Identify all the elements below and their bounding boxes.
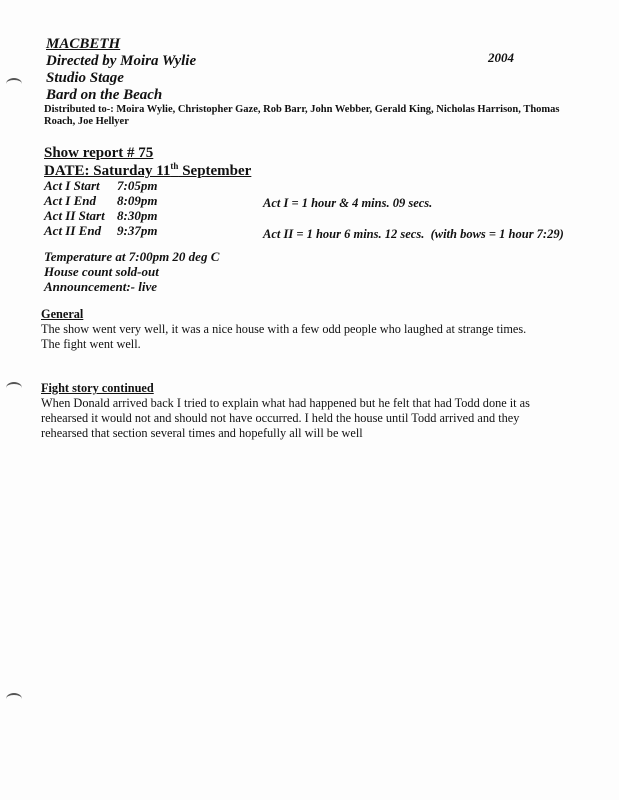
time-label: Act I End	[44, 193, 97, 208]
punch-hole-mark	[6, 693, 22, 705]
time-label: Act I Start	[44, 178, 100, 193]
time-value: 8:30pm	[117, 208, 158, 223]
general-heading: General	[41, 307, 84, 321]
time-label: Act II Start	[44, 208, 105, 223]
punch-hole-mark	[6, 78, 22, 90]
punch-hole-mark	[6, 382, 22, 394]
report-title: Show report # 75	[44, 145, 154, 161]
distribution-list: Distributed to-: Moira Wylie, Christopher Gaze, Rob Barr, John Webber, Gerald King, Nicholas Harrison, Thomas	[44, 104, 560, 115]
time-value: 9:37pm	[117, 223, 158, 238]
time-label: Act II End	[44, 223, 102, 238]
announcement: Announcement:- live	[44, 279, 158, 294]
fight-line: rehearsed it would not and should not have occurred. I held the house until Todd arrived and they	[41, 411, 520, 425]
temperature: Temperature at 7:00pm 20 deg C	[44, 249, 220, 264]
general-line: The fight went well.	[41, 337, 141, 351]
fight-line: When Donald arrived back I tried to explain what had happened but he felt that had Todd done it as	[41, 396, 530, 410]
time-value: 7:05pm	[117, 178, 158, 193]
act1-duration: Act I = 1 hour & 4 mins. 09 secs.	[263, 196, 433, 210]
house-count: House count sold-out	[44, 264, 159, 279]
time-value: 8:09pm	[117, 193, 158, 208]
play-title: MACBETH	[46, 36, 121, 52]
year: 2004	[488, 50, 514, 65]
report-date: DATE: Saturday 11th September	[44, 161, 252, 179]
general-line: The show went very well, it was a nice house with a few odd people who laughed at strange times.	[41, 322, 527, 336]
act2-duration: Act II = 1 hour 6 mins. 12 secs. (with bows = 1 hour 7:29)	[263, 227, 564, 241]
company: Bard on the Beach	[46, 87, 163, 103]
distribution-list-cont: Roach, Joe Hellyer	[44, 116, 129, 127]
director: Directed by Moira Wylie	[46, 53, 197, 69]
fight-heading: Fight story continued	[41, 381, 154, 395]
fight-line: rehearsed that section several times and hopefully all will be well	[41, 426, 363, 440]
venue: Studio Stage	[46, 70, 124, 86]
